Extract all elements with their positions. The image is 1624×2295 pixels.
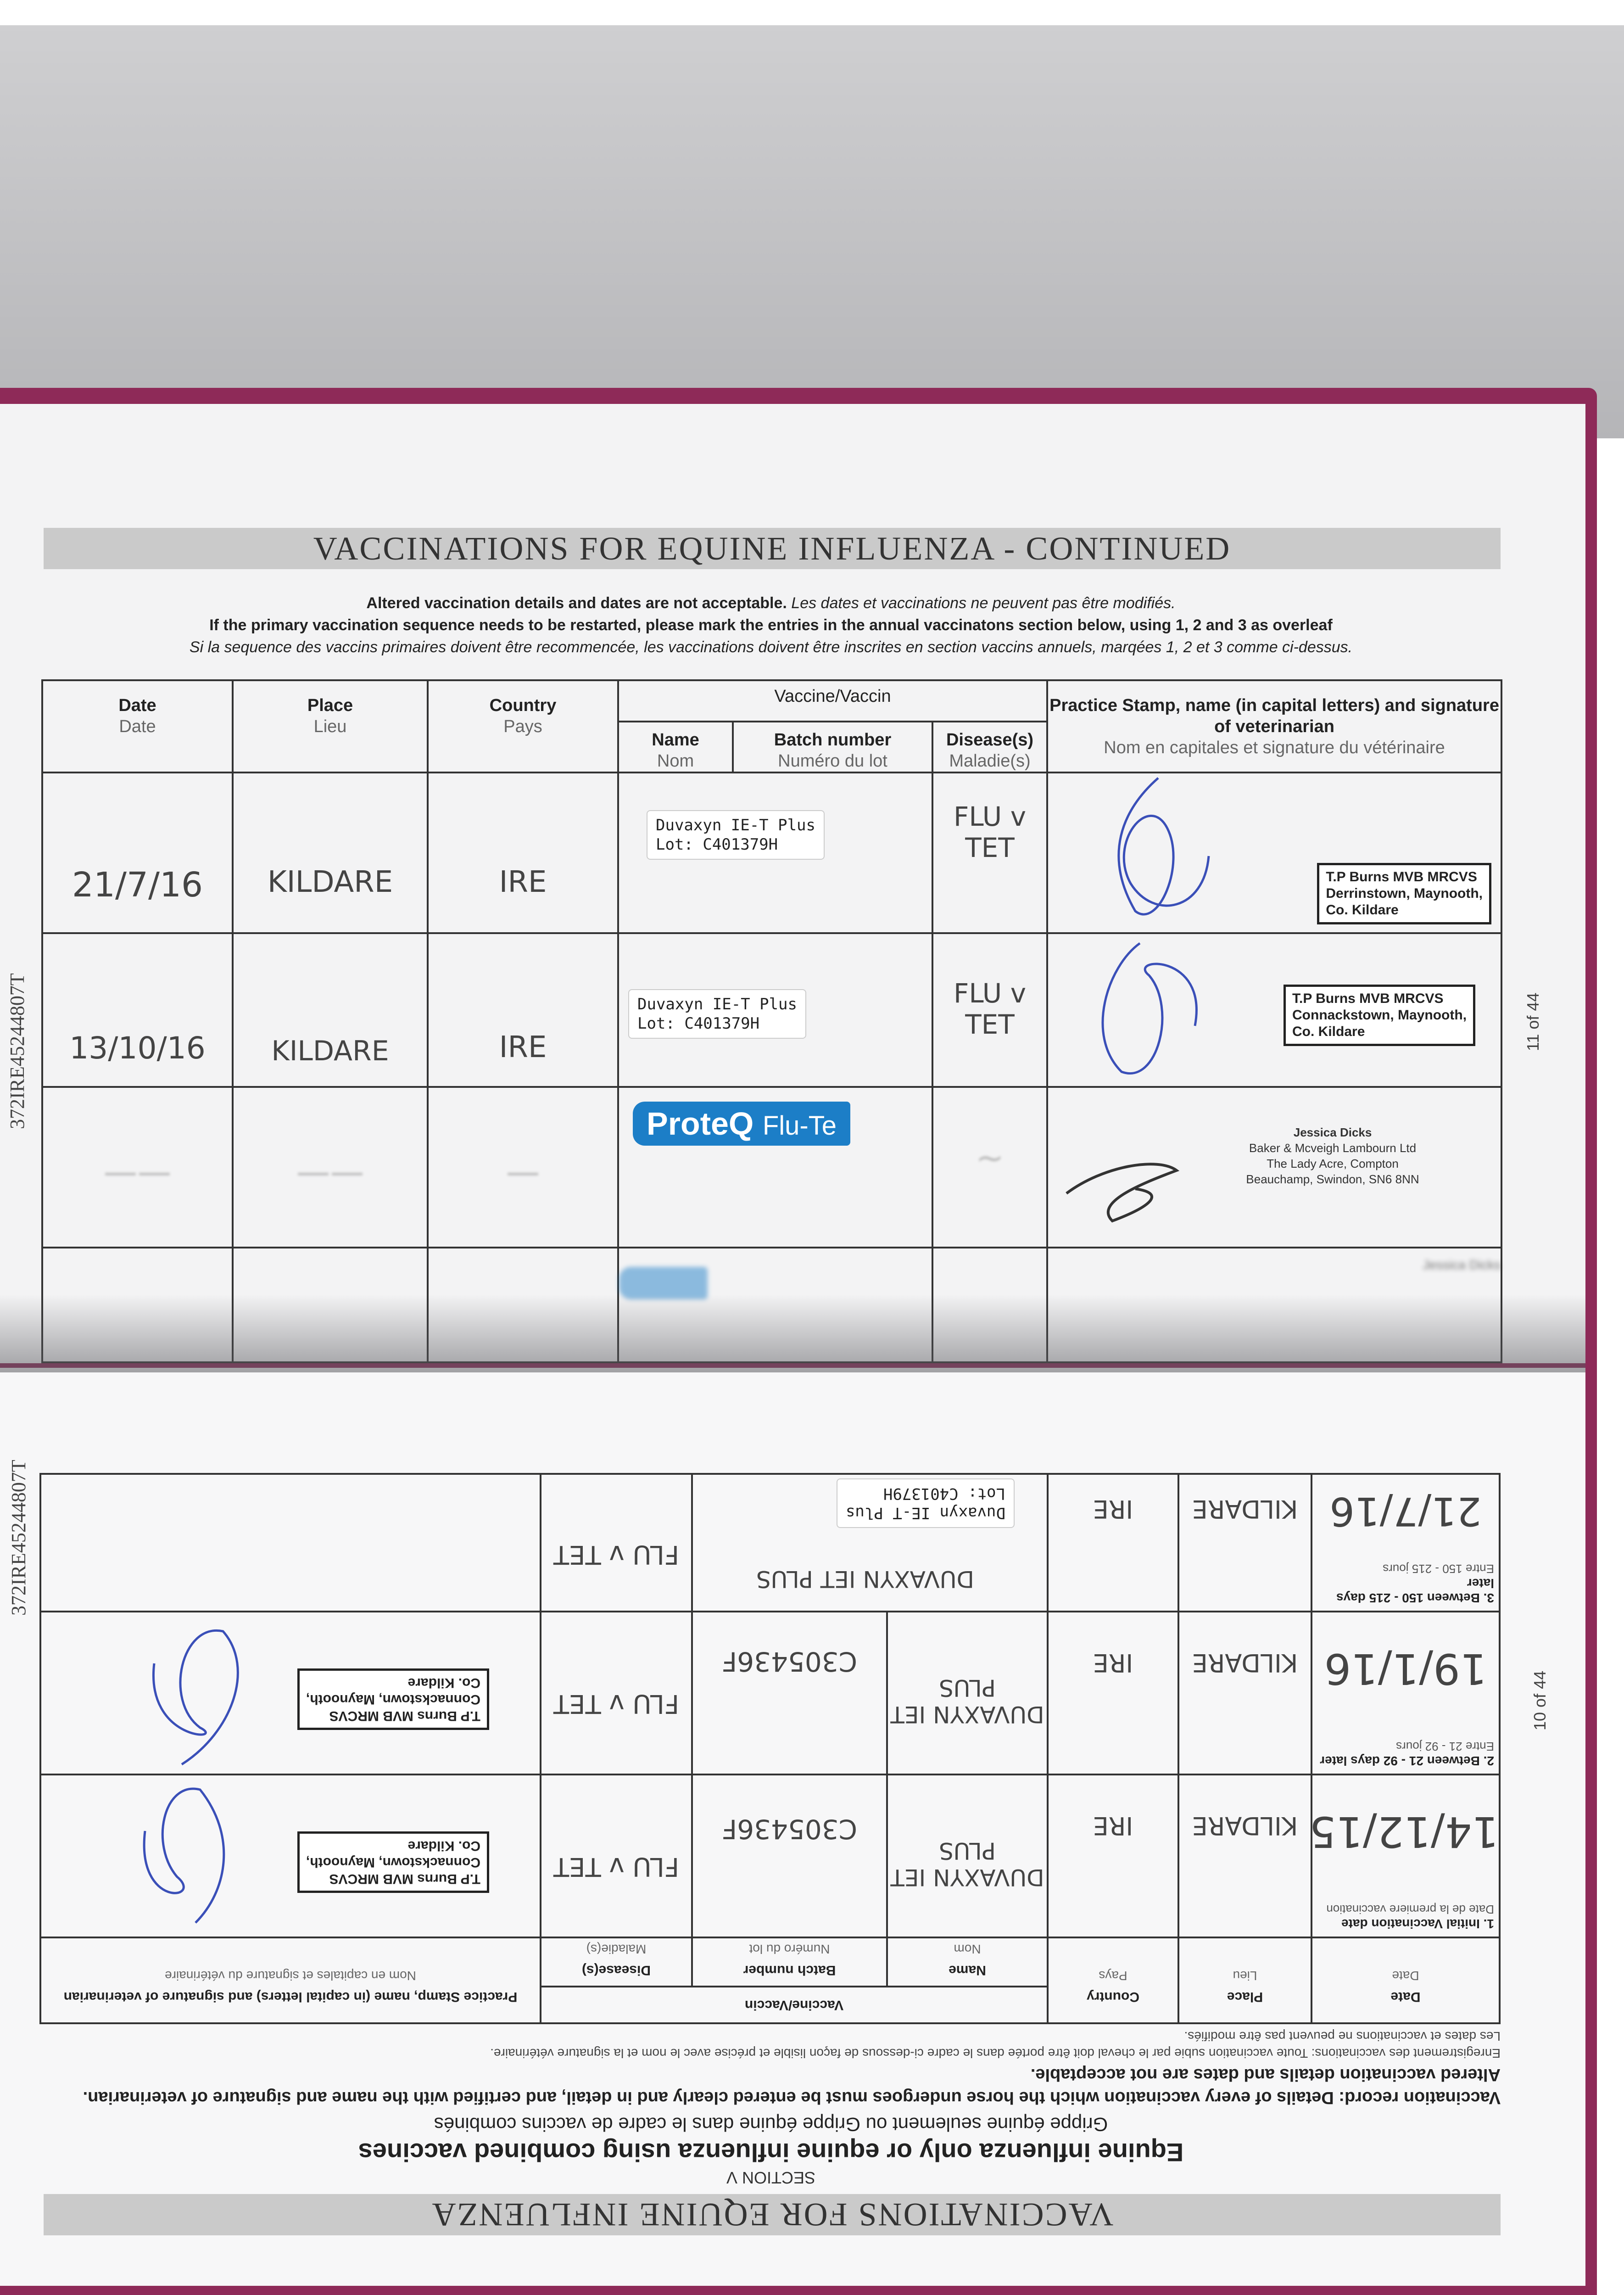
header-vaccine: Vaccine/Vaccin <box>774 687 891 706</box>
row3-place: —— <box>296 1152 364 1192</box>
stamp-line: Beauchamp, Swindon, SN6 8NN <box>1246 1172 1419 1186</box>
vet-stamp <box>1317 863 1491 924</box>
row2-date: 13/10/16 <box>69 1030 206 1066</box>
notice-altered-fr: Les dates et vaccinations ne peuvent pas être modifiés. <box>791 594 1176 612</box>
scanner-background <box>0 25 1624 438</box>
row2-disease: FLU v TET <box>553 1689 680 1718</box>
proteq-sticker <box>633 1102 850 1146</box>
vet-stamp <box>297 1831 489 1893</box>
header-stamp: Practice Stamp, name (in capital letters) and signature of veterinarian <box>1049 696 1499 736</box>
stamp-line: Derrinstown, Maynooth, <box>1326 886 1483 901</box>
stamp-line: T.P Burns MVB MRCVS <box>1326 869 1477 884</box>
header-vaccine: Vaccine/Vaccin <box>744 1998 844 2013</box>
vaccine-sticker <box>628 989 806 1039</box>
vaccination-table-bottom <box>39 1473 1501 2024</box>
record-text: Vaccination record: Details of every vaccination which the horse undergoes must be entered clearly and in detail, and certified with the name and signature of veterinarian. Altered vaccination details and dates are not acceptable. <box>83 2065 1501 2107</box>
row1-date: 21/7/16 <box>72 865 203 905</box>
header-name: Name <box>949 1963 986 1978</box>
stamp-line: T.P Burns MVB MRCVS <box>329 1871 480 1886</box>
record-text-fr: Enregistrement des vaccinations: Toute vaccination subie par le cheval doit être portée dans le cadre ci-dessous de façon lisible et précise avec le nom et la signature vétérinaire. <box>490 2046 1501 2060</box>
row1-date: 14/12/15 <box>1309 1807 1499 1856</box>
stamp-line: T.P Burns MVB MRCVS <box>329 1708 480 1724</box>
header-place-fr: Lieu <box>1233 1969 1257 1983</box>
stamp-line: Co. Kildare <box>1292 1024 1365 1039</box>
notice-restart: If the primary vaccination sequence needs to be restarted, please mark the entries in the annual vaccinatons section below, using 1, 2 and 3 as overleaf <box>209 616 1333 634</box>
header-batch: Batch number <box>774 730 892 750</box>
passport-code: 372IRE45244807T <box>7 1460 30 1616</box>
page-number: 11 of 44 <box>1524 992 1542 1051</box>
row2-disease: FLU v TET <box>954 978 1027 1040</box>
page-10-content <box>0 1363 1585 2281</box>
notice-altered: Altered vaccination details and dates are not acceptable. <box>366 594 787 612</box>
header-place-fr: Lieu <box>313 717 347 736</box>
stamp-line: Connackstown, Maynooth, <box>306 1855 480 1870</box>
row1-country: IRE <box>499 865 547 899</box>
stamp-line: T.P Burns MVB MRCVS <box>1292 991 1444 1006</box>
table-row <box>40 1612 1500 1774</box>
table-row <box>42 933 1501 1087</box>
row4-stamp: Jessica Dicks <box>1047 1248 1501 1362</box>
row3-disease: ~ <box>976 1138 1005 1178</box>
row2-place: KILDARE <box>1192 1648 1298 1677</box>
row1-disease: FLU v TET <box>954 801 1027 863</box>
table-row <box>42 772 1501 933</box>
section-number: SECTION V <box>726 2168 816 2187</box>
row2-name: DUVAXYN IET PLUS <box>890 1674 1044 1728</box>
record-text-fr2: Les dates et vaccinations ne peuvent pas être modifiés. <box>1184 2029 1501 2043</box>
page-fold-shadow <box>0 1294 1585 1372</box>
sticker-name: Duvaxyn IE-T Plus <box>846 1504 1005 1522</box>
vet-signature <box>1057 1138 1195 1230</box>
vaccination-table-top <box>41 679 1502 1363</box>
stamp-line: Co. Kildare <box>407 1675 480 1690</box>
header-country-fr: Pays <box>503 717 542 736</box>
row2-country: IRE <box>1093 1648 1133 1677</box>
row3-name: DUVAXYN IET PLUS <box>756 1566 975 1592</box>
row-label: 3. Between 150 - 215 days later <box>1336 1576 1494 1605</box>
row-label-fr: Entre 150 - 215 jours <box>1383 1562 1494 1576</box>
row3-date: —— <box>103 1152 172 1192</box>
header-batch-fr: Numéro du lot <box>778 751 887 771</box>
section-subtitle-fr: Grippe équine seulement ou Grippe équine dans le cadre de vaccins combinés <box>434 2114 1108 2135</box>
header-country: Country <box>489 696 557 715</box>
row3-country: — <box>506 1152 540 1192</box>
header-batch-fr: Numéro du lot <box>749 1942 830 1956</box>
section-subtitle: Equine influenza only or equine influenza using combined vaccines <box>358 2138 1184 2167</box>
notice <box>41 592 1501 658</box>
stamp-line: Jessica Dicks <box>1293 1125 1372 1139</box>
row3-place: KILDARE <box>1192 1495 1298 1523</box>
vet-signature <box>1057 934 1250 1086</box>
header-disease: Disease(s) <box>581 1963 651 1978</box>
stamp-line: Co. Kildare <box>407 1838 480 1853</box>
row1-place: KILDARE <box>1192 1811 1298 1840</box>
page-title-band <box>44 528 1501 569</box>
vaccine-sticker <box>837 1478 1015 1528</box>
header-name: Name <box>652 730 699 750</box>
row-label: 1. Initial Vaccination date <box>1341 1917 1494 1931</box>
header-name-fr: Nom <box>954 1942 981 1956</box>
header-country-fr: Pays <box>1099 1969 1127 1983</box>
vet-stamp <box>1284 985 1475 1046</box>
vet-signature <box>127 1618 301 1769</box>
row1-disease: FLU v TET <box>553 1852 680 1881</box>
header-date: Date <box>118 696 156 715</box>
header-disease: Disease(s) <box>946 730 1034 750</box>
row-label: 2. Between 21 - 92 days later <box>1320 1754 1494 1768</box>
stamp-line: Connackstown, Maynooth, <box>306 1692 480 1707</box>
page-title: VACCINATIONS FOR EQUINE INFLUENZA <box>430 2196 1114 2233</box>
stamp-line: Co. Kildare <box>1326 902 1399 918</box>
row-label-fr: Entre 21 - 92 jours <box>1396 1740 1494 1753</box>
stamp-line: Baker & Mcveigh Lambourn Ltd <box>1249 1141 1417 1155</box>
sticker-name: Duvaxyn IE-T Plus <box>656 816 815 834</box>
row-label-fr: Date de la premiere vaccination <box>1326 1903 1494 1916</box>
sticker-lot: Lot: C401379H <box>637 1014 760 1033</box>
row1-place: KILDARE <box>267 865 393 899</box>
header-stamp-fr: Nom en capitales et signature du vétérinaire <box>165 1969 416 1983</box>
header-name-fr: Nom <box>657 751 694 771</box>
table-row <box>40 1474 1500 1612</box>
row3-disease: FLU v TET <box>553 1539 680 1569</box>
header-place: Place <box>1227 1989 1263 2004</box>
page-title-band <box>44 2194 1501 2235</box>
header-disease-fr: Maladie(s) <box>949 751 1031 771</box>
row2-country: IRE <box>499 1030 547 1064</box>
table-row <box>40 1774 1500 1937</box>
header-stamp: Practice Stamp, name (in capital letters) and signature of veterinarian <box>63 1989 518 2004</box>
row2-batch: C305436F <box>721 1646 858 1677</box>
row3-date: 21/7/16 <box>1329 1488 1482 1534</box>
header-country: Country <box>1087 1989 1139 2004</box>
row2-place: KILDARE <box>271 1035 389 1067</box>
vet-stamp <box>297 1668 489 1730</box>
header-place: Place <box>307 696 353 715</box>
proteq-brand: ProteQ <box>647 1106 754 1142</box>
passport-code: 372IRE45244807T <box>6 973 28 1129</box>
header-batch: Batch number <box>743 1963 836 1978</box>
header-disease-fr: Maladie(s) <box>586 1942 647 1956</box>
header-stamp-fr: Nom en capitales et signature du vétérinaire <box>1104 738 1445 757</box>
sticker-name: Duvaxyn IE-T Plus <box>637 995 797 1013</box>
sticker-lot: Lot: C401379H <box>656 835 778 854</box>
vet-signature <box>117 1780 264 1927</box>
vet-signature <box>1066 773 1259 934</box>
page-title: VACCINATIONS FOR EQUINE INFLUENZA - CONTINUED <box>313 530 1231 567</box>
header-date-fr: Date <box>1392 1969 1419 1983</box>
sticker-lot: Lot: C401379H <box>883 1484 1005 1503</box>
row3-country: IRE <box>1093 1495 1133 1523</box>
row1-batch: C305436F <box>721 1814 858 1845</box>
vaccine-sticker <box>647 810 825 860</box>
proteq-sub: Flu-Te <box>762 1111 837 1141</box>
row2-date: 19/1/16 <box>1324 1644 1487 1693</box>
row1-country: IRE <box>1093 1811 1133 1840</box>
table-row <box>42 1087 1501 1248</box>
vet-stamp <box>1213 1125 1452 1187</box>
header-date-fr: Date <box>119 717 156 736</box>
stamp-line: The Lady Acre, Compton <box>1267 1157 1399 1170</box>
header-date: Date <box>1390 1989 1421 2004</box>
notice-restart-fr: Si la sequence des vaccins primaires doivent être recommencée, les vaccinations doivent être inscrites en section vaccins annuels, marqées 1, 2 et 3 comme ci-dessus. <box>189 638 1353 656</box>
stamp-line: Connackstown, Maynooth, <box>1292 1008 1467 1023</box>
row1-name: DUVAXYN IET PLUS <box>890 1837 1044 1891</box>
page-number: 10 of 44 <box>1530 1670 1549 1730</box>
